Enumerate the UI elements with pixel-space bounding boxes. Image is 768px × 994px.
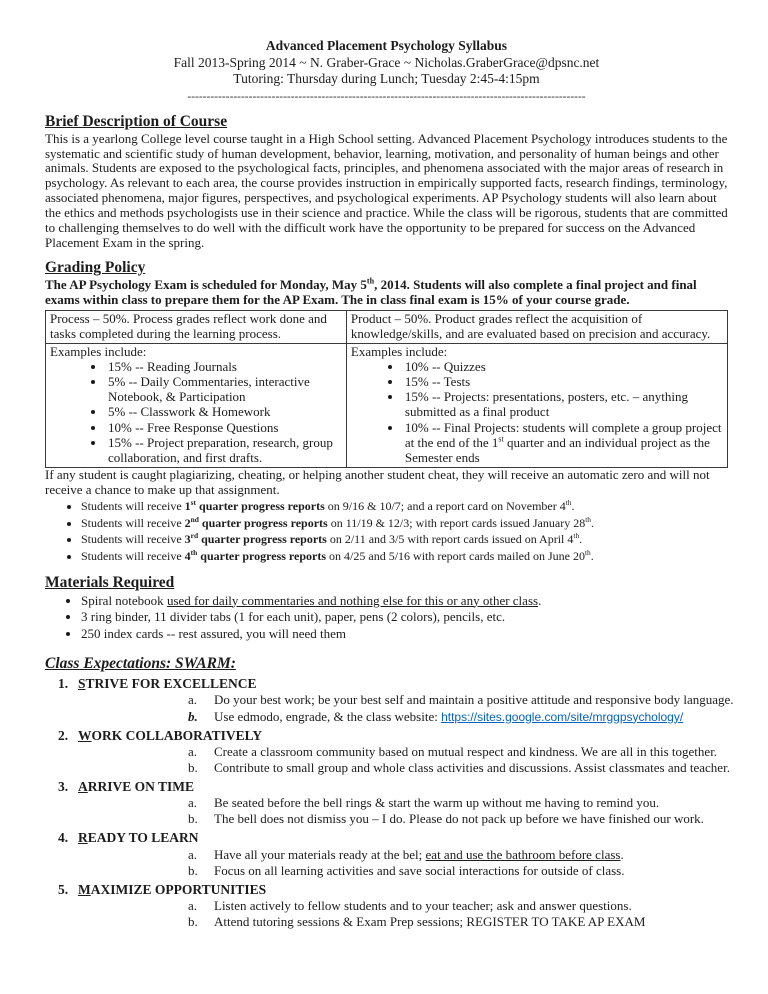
expectation-title: 4. READY TO LEARN xyxy=(58,830,199,846)
grading-table xyxy=(45,310,728,468)
exam-notice-text: , 2014. Students will also complete a final project and final exams within class to prepare them for the AP Exam. The in class final exam is 15% of your course grade. xyxy=(45,277,697,308)
expectation-subitem: b. Use edmodo, engrade, & the class website: https://sites.google.com/site/mrggpsychology/ xyxy=(188,708,684,724)
expectation-subitem: b. Contribute to small group and whole class activities and discussions. Assist classmates and teacher. xyxy=(188,759,730,775)
process-item: • 15% -- Reading Journals xyxy=(106,359,342,374)
exam-notice xyxy=(45,278,728,308)
expectation-subitem: a. Listen actively to fellow students and to your teacher; ask and answer questions. xyxy=(188,898,632,914)
grading-heading: Grading Policy xyxy=(45,259,146,277)
expectation-item-ready xyxy=(45,830,728,878)
progress-report-item: • Students will receive 3rd quarter progress reports on 2/11 and 3/5 with report cards issued on April 4th. xyxy=(81,531,728,548)
expectation-title: 2. WORK COLLABORATIVELY xyxy=(58,727,263,743)
material-item: • 3 ring binder, 11 divider tabs (1 for each unit), paper, pens (2 colors), pencils, etc. xyxy=(81,609,728,626)
progress-reports-list xyxy=(45,498,728,564)
product-item: • 10% -- Final Projects: students will complete a group project at the end of the 1st quarter and an individual project as the Semester ends xyxy=(403,420,723,465)
class-website-link[interactable]: https://sites.google.com/site/mrggpsychology/ xyxy=(441,709,684,724)
section-grading xyxy=(45,259,728,564)
expectation-item-strive xyxy=(45,676,734,724)
process-item: • 5% -- Daily Commentaries, interactive Notebook, & Participation xyxy=(106,374,342,404)
exam-notice-text: The AP Psychology Exam is scheduled for Monday, May 5 xyxy=(45,277,367,293)
grading-table-examples-row xyxy=(46,344,728,468)
document-header xyxy=(45,38,728,104)
progress-report-item: • Students will receive 2nd quarter progress reports on 11/19 & 12/3; with report cards issued January 28th. xyxy=(81,515,728,532)
grading-table-header-row xyxy=(46,310,728,343)
examples-label: Examples include: xyxy=(50,344,147,360)
process-item: • 5% -- Classwork & Homework xyxy=(106,404,342,419)
process-item: • 15% -- Project preparation, research, group collaboration, and first drafts. xyxy=(106,435,342,465)
document-title: Advanced Placement Psychology Syllabus xyxy=(265,38,508,53)
exam-notice-sup: th xyxy=(366,277,375,287)
product-item: • 15% -- Projects: presentations, posters, etc. – anything submitted as a final product xyxy=(403,389,723,419)
expectation-subitem: b. Focus on all learning activities and save social interactions for outside of class. xyxy=(188,862,625,878)
product-items-list xyxy=(351,359,723,465)
tutoring-info: Tutoring: Thursday during Lunch; Tuesday 2:45-4:15pm xyxy=(233,71,540,87)
expectation-title: 3. ARRIVE ON TIME xyxy=(58,779,195,795)
section-expectations xyxy=(45,655,734,930)
process-items-list xyxy=(50,359,342,465)
progress-report-item: • Students will receive 4th quarter progress reports on 4/25 and 5/16 with report cards mailed on June 20th. xyxy=(81,548,728,565)
expectations-heading: Class Expectations: SWARM: xyxy=(45,655,236,673)
expectation-item-work xyxy=(45,728,728,776)
expectation-subitem: a. Do your best work; be your best self and maintain a positive attitude and responsive body language. xyxy=(188,692,734,708)
section-description xyxy=(45,113,728,251)
section-materials xyxy=(45,574,728,644)
expectation-title: 1. STRIVE FOR EXCELLENCE xyxy=(58,676,257,692)
materials-heading: Materials Required xyxy=(45,573,175,591)
expectation-item-maximize xyxy=(45,882,728,930)
document-subtitle: Fall 2013-Spring 2014 ~ N. Graber-Grace ~ Nicholas.GraberGrace@dpsnc.net xyxy=(173,54,600,70)
product-examples-cell xyxy=(346,344,727,468)
material-item: • Spiral notebook used for daily commentaries and nothing else for this or any other class. xyxy=(81,593,728,610)
expectation-subitem: a. Be seated before the bell rings & start the warm up without me having to remind you. xyxy=(188,795,660,811)
expectation-item-arrive xyxy=(45,779,728,827)
dashed-divider: -------------------------------------------------------------------------------------------------------- xyxy=(187,91,586,104)
material-item: • 250 index cards -- rest assured, you will need them xyxy=(81,626,728,643)
materials-list xyxy=(45,593,728,644)
product-item: • 15% -- Tests xyxy=(403,374,723,389)
expectation-subitem: a. Have all your materials ready at the bel; eat and use the bathroom before class. xyxy=(188,846,624,862)
expectation-subitem: b. Attend tutoring sessions & Exam Prep sessions; REGISTER TO TAKE AP EXAM xyxy=(188,914,646,930)
expectation-title: 5. MAXIMIZE OPPORTUNITIES xyxy=(58,881,267,897)
description-body: This is a yearlong College level course taught in a High School setting. Advanced Placement Psychology introduces students to the systematic and scientific study of human development, behavior, learning, motivation, and personality of human beings and other animals. Students are exposed to the psychological facts, principles, and phenomena associated with the major areas of research in psychology. As relevant to each area, the course provides instruction in empirically supported facts, research findings, terminology, associated phenomena, major figures, perspectives, and psychological experiments. AP Psychology students will also learn about the ethics and methods psychologists use in their science and practice. While the class will be rigorous, students that are committed to challenging themselves to do well with the difficult work have the opportunity to be prepared for success on the Advanced Placement Exam in the spring. xyxy=(45,130,728,250)
process-item: • 10% -- Free Response Questions xyxy=(106,420,342,435)
process-examples-cell xyxy=(46,344,347,468)
cheating-note: If any student is caught plagiarizing, cheating, or helping another student cheat, they will receive an automatic zero and will not receive a chance to make up that assignment. xyxy=(45,466,710,497)
expectation-subitem: a. Create a classroom community based on mutual respect and kindness. We are all in this together. xyxy=(188,743,718,759)
expectation-subitem: b. The bell does not dismiss you – I do. Please do not pack up before we have finished our work. xyxy=(188,811,704,827)
progress-report-item: • Students will receive 1st quarter progress reports on 9/16 & 10/7; and a report card on November 4th. xyxy=(81,498,728,515)
product-header-cell: Product – 50%. Product grades reflect the acquisition of knowledge/skills, and are evaluated based on precision and accuracy. xyxy=(346,310,727,343)
process-header-cell: Process – 50%. Process grades reflect work done and tasks completed during the learning process. xyxy=(46,310,347,343)
examples-label: Examples include: xyxy=(350,344,448,360)
product-item: • 10% -- Quizzes xyxy=(403,359,723,374)
description-heading: Brief Description of Course xyxy=(45,112,228,130)
